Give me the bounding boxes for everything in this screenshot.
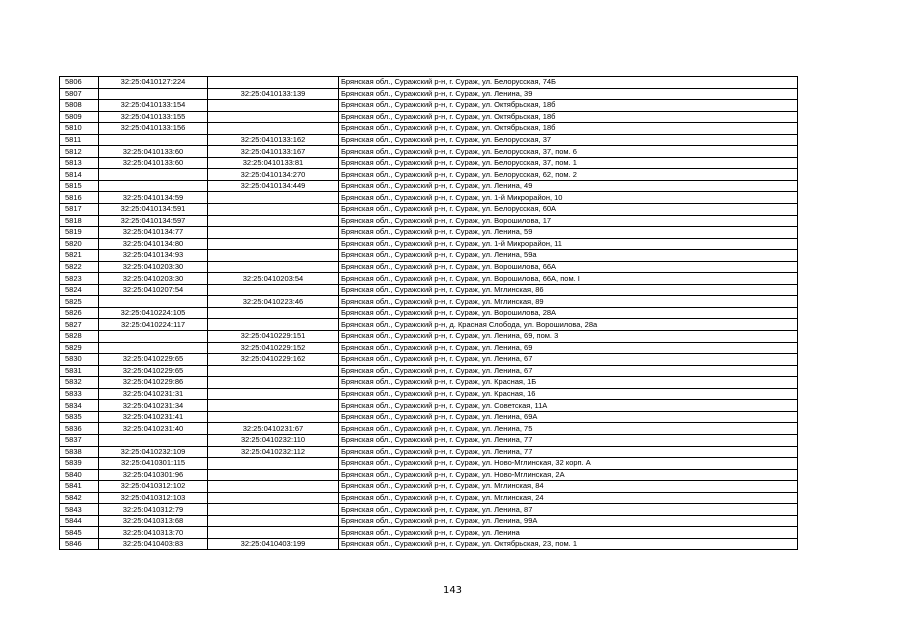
building-cadastral-number-cell: 32:25:0410133:167: [208, 146, 339, 158]
cadastral-number-cell: 32:25:0410229:65: [99, 354, 208, 366]
cadastral-number-cell: 32:25:0410207:54: [99, 284, 208, 296]
table-row: [60, 354, 798, 366]
cadastral-number-cell: 32:25:0410133:156: [99, 123, 208, 135]
building-cadastral-number-cell: 32:25:0410231:67: [208, 423, 339, 435]
table-row: [60, 307, 798, 319]
address-cell: Брянская обл., Суражский р-н, г. Сураж, ул. Ленина, 75: [339, 423, 798, 435]
building-cadastral-number-cell: [208, 250, 339, 262]
table-row: [60, 77, 798, 89]
building-cadastral-number-cell: 32:25:0410403:199: [208, 538, 339, 550]
table-row: [60, 88, 798, 100]
table-row: [60, 365, 798, 377]
address-cell: Брянская обл., Суражский р-н, г. Сураж, ул. Октябрьская, 18б: [339, 123, 798, 135]
building-cadastral-number-cell: 32:25:0410134:449: [208, 180, 339, 192]
table-row: [60, 100, 798, 112]
address-cell: Брянская обл., Суражский р-н, г. Сураж, ул. Ленина, 67: [339, 365, 798, 377]
table-row: [60, 434, 798, 446]
building-cadastral-number-cell: [208, 204, 339, 216]
row-number-cell: 5843: [60, 504, 99, 516]
cadastral-number-cell: 32:25:0410229:65: [99, 365, 208, 377]
row-number-cell: 5823: [60, 273, 99, 285]
table-row: [60, 423, 798, 435]
cadastral-number-cell: 32:25:0410134:59: [99, 192, 208, 204]
cadastral-number-cell: 32:25:0410232:109: [99, 446, 208, 458]
building-cadastral-number-cell: [208, 388, 339, 400]
building-cadastral-number-cell: [208, 504, 339, 516]
table-row: [60, 319, 798, 331]
address-cell: Брянская обл., Суражский р-н, г. Сураж, ул. Ленина, 59а: [339, 250, 798, 262]
table-row: [60, 146, 798, 158]
table-row: [60, 273, 798, 285]
table-row: [60, 157, 798, 169]
building-cadastral-number-cell: [208, 307, 339, 319]
row-number-cell: 5822: [60, 261, 99, 273]
row-number-cell: 5839: [60, 458, 99, 470]
table-row: [60, 215, 798, 227]
row-number-cell: 5838: [60, 446, 99, 458]
building-cadastral-number-cell: [208, 100, 339, 112]
row-number-cell: 5828: [60, 331, 99, 343]
table-row: [60, 204, 798, 216]
row-number-cell: 5836: [60, 423, 99, 435]
cadastral-number-cell: 32:25:0410134:80: [99, 238, 208, 250]
building-cadastral-number-cell: [208, 365, 339, 377]
property-table: [59, 76, 798, 550]
table-row: [60, 111, 798, 123]
table-row: [60, 538, 798, 550]
address-cell: Брянская обл., Суражский р-н, г. Сураж, ул. Мглинская, 86: [339, 284, 798, 296]
row-number-cell: 5817: [60, 204, 99, 216]
cadastral-number-cell: [99, 169, 208, 181]
row-number-cell: 5816: [60, 192, 99, 204]
row-number-cell: 5825: [60, 296, 99, 308]
table-row: [60, 504, 798, 516]
address-cell: Брянская обл., Суражский р-н, г. Сураж, ул. Ленина, 87: [339, 504, 798, 516]
cadastral-number-cell: 32:25:0410133:154: [99, 100, 208, 112]
address-cell: Брянская обл., Суражский р-н, г. Сураж, ул. Белорусская, 62, пом. 2: [339, 169, 798, 181]
row-number-cell: 5826: [60, 307, 99, 319]
building-cadastral-number-cell: [208, 458, 339, 470]
cadastral-number-cell: 32:25:0410312:103: [99, 492, 208, 504]
building-cadastral-number-cell: 32:25:0410133:162: [208, 134, 339, 146]
building-cadastral-number-cell: 32:25:0410229:151: [208, 331, 339, 343]
building-cadastral-number-cell: [208, 238, 339, 250]
building-cadastral-number-cell: [208, 492, 339, 504]
row-number-cell: 5813: [60, 157, 99, 169]
cadastral-number-cell: 32:25:0410134:77: [99, 227, 208, 239]
table-row: [60, 238, 798, 250]
building-cadastral-number-cell: [208, 481, 339, 493]
row-number-cell: 5837: [60, 434, 99, 446]
address-cell: Брянская обл., Суражский р-н, г. Сураж, ул. Ворошилова, 28А: [339, 307, 798, 319]
cadastral-number-cell: [99, 134, 208, 146]
row-number-cell: 5815: [60, 180, 99, 192]
row-number-cell: 5819: [60, 227, 99, 239]
table-row: [60, 388, 798, 400]
building-cadastral-number-cell: 32:25:0410203:54: [208, 273, 339, 285]
address-cell: Брянская обл., Суражский р-н, г. Сураж, ул. Ворошилова, 17: [339, 215, 798, 227]
address-cell: Брянская обл., Суражский р-н, г. Сураж, ул. Октябрьская, 18б: [339, 100, 798, 112]
cadastral-number-cell: [99, 331, 208, 343]
cadastral-number-cell: [99, 342, 208, 354]
row-number-cell: 5814: [60, 169, 99, 181]
row-number-cell: 5841: [60, 481, 99, 493]
table-row: [60, 284, 798, 296]
address-cell: Брянская обл., Суражский р-н, г. Сураж, ул. Мглинская, 24: [339, 492, 798, 504]
cadastral-number-cell: [99, 434, 208, 446]
cadastral-number-cell: 32:25:0410133:60: [99, 146, 208, 158]
building-cadastral-number-cell: [208, 227, 339, 239]
building-cadastral-number-cell: [208, 527, 339, 539]
table-row: [60, 400, 798, 412]
row-number-cell: 5808: [60, 100, 99, 112]
cadastral-number-cell: 32:25:0410229:86: [99, 377, 208, 389]
address-cell: Брянская обл., Суражский р-н, д. Красная Слобода, ул. Ворошилова, 28а: [339, 319, 798, 331]
cadastral-number-cell: 32:25:0410134:591: [99, 204, 208, 216]
cadastral-number-cell: 32:25:0410231:31: [99, 388, 208, 400]
cadastral-number-cell: 32:25:0410403:83: [99, 538, 208, 550]
page-number: 143: [442, 585, 463, 596]
table-row: [60, 227, 798, 239]
address-cell: Брянская обл., Суражский р-н, г. Сураж, ул. Белорусская, 60А: [339, 204, 798, 216]
building-cadastral-number-cell: [208, 377, 339, 389]
address-cell: Брянская обл., Суражский р-н, г. Сураж, ул. Мглинская, 84: [339, 481, 798, 493]
cadastral-number-cell: 32:25:0410301:115: [99, 458, 208, 470]
table-row: [60, 134, 798, 146]
address-cell: Брянская обл., Суражский р-н, г. Сураж, ул. Ленина, 67: [339, 354, 798, 366]
property-table-body: [60, 77, 798, 550]
table-row: [60, 515, 798, 527]
address-cell: Брянская обл., Суражский р-н, г. Сураж, ул. Ленина, 69: [339, 342, 798, 354]
address-cell: Брянская обл., Суражский р-н, г. Сураж, ул. Ленина: [339, 527, 798, 539]
address-cell: Брянская обл., Суражский р-н, г. Сураж, ул. Ленина, 69, пом. 3: [339, 331, 798, 343]
row-number-cell: 5807: [60, 88, 99, 100]
row-number-cell: 5834: [60, 400, 99, 412]
table-row: [60, 481, 798, 493]
cadastral-number-cell: 32:25:0410313:70: [99, 527, 208, 539]
address-cell: Брянская обл., Суражский р-н, г. Сураж, ул. Белорусская, 37, пом. 6: [339, 146, 798, 158]
table-row: [60, 250, 798, 262]
cadastral-number-cell: 32:25:0410224:105: [99, 307, 208, 319]
building-cadastral-number-cell: [208, 192, 339, 204]
building-cadastral-number-cell: [208, 411, 339, 423]
row-number-cell: 5810: [60, 123, 99, 135]
building-cadastral-number-cell: 32:25:0410232:112: [208, 446, 339, 458]
building-cadastral-number-cell: [208, 400, 339, 412]
address-cell: Брянская обл., Суражский р-н, г. Сураж, ул. Ленина, 69А: [339, 411, 798, 423]
table-row: [60, 446, 798, 458]
cadastral-number-cell: [99, 296, 208, 308]
row-number-cell: 5806: [60, 77, 99, 89]
row-number-cell: 5812: [60, 146, 99, 158]
building-cadastral-number-cell: [208, 284, 339, 296]
row-number-cell: 5809: [60, 111, 99, 123]
row-number-cell: 5827: [60, 319, 99, 331]
address-cell: Брянская обл., Суражский р-н, г. Сураж, ул. Ленина, 77: [339, 446, 798, 458]
building-cadastral-number-cell: [208, 123, 339, 135]
cadastral-number-cell: [99, 180, 208, 192]
table-row: [60, 342, 798, 354]
building-cadastral-number-cell: [208, 261, 339, 273]
table-row: [60, 180, 798, 192]
table-row: [60, 492, 798, 504]
cadastral-number-cell: 32:25:0410313:68: [99, 515, 208, 527]
table-row: [60, 123, 798, 135]
row-number-cell: 5820: [60, 238, 99, 250]
row-number-cell: 5829: [60, 342, 99, 354]
cadastral-number-cell: 32:25:0410127:224: [99, 77, 208, 89]
row-number-cell: 5840: [60, 469, 99, 481]
address-cell: Брянская обл., Суражский р-н, г. Сураж, ул. Белорусская, 37, пом. 1: [339, 157, 798, 169]
cadastral-number-cell: [99, 88, 208, 100]
table-row: [60, 469, 798, 481]
row-number-cell: 5845: [60, 527, 99, 539]
table-row: [60, 458, 798, 470]
address-cell: Брянская обл., Суражский р-н, г. Сураж, ул. Ленина, 99А: [339, 515, 798, 527]
cadastral-number-cell: 32:25:0410203:30: [99, 273, 208, 285]
cadastral-number-cell: 32:25:0410301:96: [99, 469, 208, 481]
cadastral-number-cell: 32:25:0410231:41: [99, 411, 208, 423]
cadastral-number-cell: 32:25:0410231:34: [99, 400, 208, 412]
table-row: [60, 331, 798, 343]
row-number-cell: 5831: [60, 365, 99, 377]
table-row: [60, 411, 798, 423]
building-cadastral-number-cell: [208, 515, 339, 527]
address-cell: Брянская обл., Суражский р-н, г. Сураж, ул. Октябрьская, 18б: [339, 111, 798, 123]
building-cadastral-number-cell: 32:25:0410134:270: [208, 169, 339, 181]
cadastral-number-cell: 32:25:0410134:93: [99, 250, 208, 262]
row-number-cell: 5830: [60, 354, 99, 366]
address-cell: Брянская обл., Суражский р-н, г. Сураж, ул. Советская, 11А: [339, 400, 798, 412]
cadastral-number-cell: 32:25:0410133:60: [99, 157, 208, 169]
address-cell: Брянская обл., Суражский р-н, г. Сураж, ул. Ленина, 59: [339, 227, 798, 239]
address-cell: Брянская обл., Суражский р-н, г. Сураж, ул. 1-й Микрорайон, 10: [339, 192, 798, 204]
address-cell: Брянская обл., Суражский р-н, г. Сураж, ул. Красная, 1Б: [339, 377, 798, 389]
cadastral-number-cell: 32:25:0410231:40: [99, 423, 208, 435]
building-cadastral-number-cell: 32:25:0410232:110: [208, 434, 339, 446]
building-cadastral-number-cell: [208, 469, 339, 481]
building-cadastral-number-cell: 32:25:0410229:162: [208, 354, 339, 366]
table-row: [60, 296, 798, 308]
address-cell: Брянская обл., Суражский р-н, г. Сураж, ул. Ворошилова, 66А, пом. I: [339, 273, 798, 285]
cadastral-number-cell: 32:25:0410312:102: [99, 481, 208, 493]
building-cadastral-number-cell: 32:25:0410229:152: [208, 342, 339, 354]
row-number-cell: 5821: [60, 250, 99, 262]
address-cell: Брянская обл., Суражский р-н, г. Сураж, ул. Белорусская, 37: [339, 134, 798, 146]
table-row: [60, 527, 798, 539]
building-cadastral-number-cell: [208, 77, 339, 89]
row-number-cell: 5835: [60, 411, 99, 423]
cadastral-number-cell: 32:25:0410134:597: [99, 215, 208, 227]
address-cell: Брянская обл., Суражский р-н, г. Сураж, ул. Ново-Мглинская, 2А: [339, 469, 798, 481]
address-cell: Брянская обл., Суражский р-н, г. Сураж, ул. Ленина, 39: [339, 88, 798, 100]
building-cadastral-number-cell: [208, 111, 339, 123]
address-cell: Брянская обл., Суражский р-н, г. Сураж, ул. Ленина, 49: [339, 180, 798, 192]
row-number-cell: 5832: [60, 377, 99, 389]
building-cadastral-number-cell: [208, 319, 339, 331]
row-number-cell: 5833: [60, 388, 99, 400]
cadastral-number-cell: 32:25:0410224:117: [99, 319, 208, 331]
building-cadastral-number-cell: 32:25:0410133:139: [208, 88, 339, 100]
building-cadastral-number-cell: 32:25:0410133:81: [208, 157, 339, 169]
row-number-cell: 5824: [60, 284, 99, 296]
row-number-cell: 5811: [60, 134, 99, 146]
address-cell: Брянская обл., Суражский р-н, г. Сураж, ул. Ленина, 77: [339, 434, 798, 446]
address-cell: Брянская обл., Суражский р-н, г. Сураж, ул. Ворошилова, 66А: [339, 261, 798, 273]
address-cell: Брянская обл., Суражский р-н, г. Сураж, ул. Ново-Мглинская, 32 корп. А: [339, 458, 798, 470]
table-row: [60, 169, 798, 181]
cadastral-number-cell: 32:25:0410133:155: [99, 111, 208, 123]
table-row: [60, 261, 798, 273]
row-number-cell: 5842: [60, 492, 99, 504]
address-cell: Брянская обл., Суражский р-н, г. Сураж, ул. Октябрьская, 23, пом. 1: [339, 538, 798, 550]
cadastral-number-cell: 32:25:0410203:30: [99, 261, 208, 273]
building-cadastral-number-cell: 32:25:0410223:46: [208, 296, 339, 308]
cadastral-number-cell: 32:25:0410312:79: [99, 504, 208, 516]
row-number-cell: 5818: [60, 215, 99, 227]
building-cadastral-number-cell: [208, 215, 339, 227]
address-cell: Брянская обл., Суражский р-н, г. Сураж, ул. Красная, 16: [339, 388, 798, 400]
address-cell: Брянская обл., Суражский р-н, г. Сураж, ул. Белорусская, 74Б: [339, 77, 798, 89]
table-row: [60, 192, 798, 204]
row-number-cell: 5846: [60, 538, 99, 550]
table-row: [60, 377, 798, 389]
row-number-cell: 5844: [60, 515, 99, 527]
address-cell: Брянская обл., Суражский р-н, г. Сураж, ул. Мглинская, 89: [339, 296, 798, 308]
address-cell: Брянская обл., Суражский р-н, г. Сураж, ул. 1-й Микрорайон, 11: [339, 238, 798, 250]
